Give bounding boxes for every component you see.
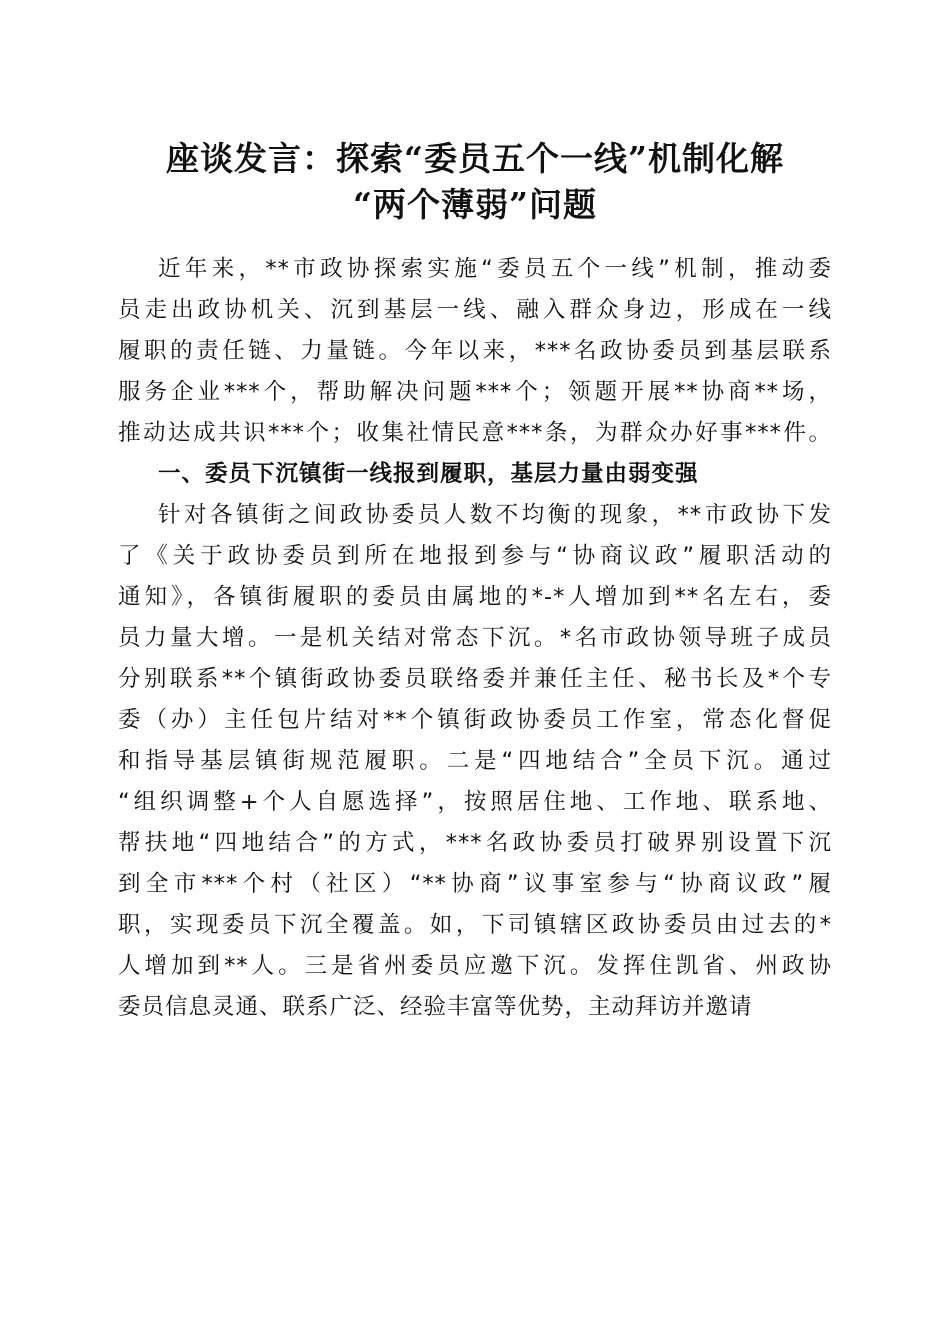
text-line: 针对各镇街之间政协委员人数不均衡的现象，**市政协下发 (158, 502, 832, 528)
text-line: 履职的责任链、力量链。今年以来，***名政协委员到基层联系 (118, 338, 832, 364)
text-line: 委（办）主任包片结对**个镇街政协委员工作室，常态化督促 (118, 707, 832, 733)
title-line-2: “两个薄弱”问题 (353, 185, 597, 224)
text-line: 帮扶地“四地结合”的方式，***名政协委员打破界别设置下沉 (118, 830, 832, 856)
text-line: 推动达成共识***个；收集社情民意***条，为群众办好事***件。 (118, 420, 832, 446)
intro-paragraph (118, 249, 832, 454)
text-line: 了《关于政协委员到所在地报到参与“协商议政”履职活动的 (118, 543, 832, 569)
section-heading: 一、委员下沉镇街一线报到履职，基层力量由弱变强 (158, 461, 699, 487)
text-line: 人增加到**人。三是省州委员应邀下沉。发挥住凯省、州政协 (118, 953, 832, 979)
text-line: 到全市***个村（社区）“**协商”议事室参与“协商议政”履 (118, 871, 832, 897)
text-line: 服务企业***个，帮助解决问题***个；领题开展**协商**场， (118, 379, 832, 405)
text-line: 员力量大增。一是机关结对常态下沉。*名市政协领导班子成员 (118, 625, 832, 651)
document-body (118, 249, 832, 1028)
text-line: 和指导基层镇街规范履职。二是“四地结合”全员下沉。通过 (118, 748, 832, 774)
text-line: 通知》，各镇街履职的委员由属地的*-*人增加到**名左右，委 (118, 584, 832, 610)
title-line-1: 座谈发言：探索“委员五个一线”机制化解 (166, 139, 784, 178)
text-line: 员走出政协机关、沉到基层一线、融入群众身边，形成在一线 (118, 297, 832, 323)
text-line: 委员信息灵通、联系广泛、经验丰富等优势，主动拜访并邀请 (118, 994, 753, 1020)
text-line: 近年来，**市政协探索实施“委员五个一线”机制，推动委 (158, 256, 832, 282)
text-line: 分别联系**个镇街政协委员联络委并兼任主任、秘书长及*个专 (118, 666, 832, 692)
text-line: 职，实现委员下沉全覆盖。如，下司镇辖区政协委员由过去的* (118, 912, 832, 938)
text-line: “组织调整+个人自愿选择”，按照居住地、工作地、联系地、 (118, 789, 832, 815)
section-paragraph (118, 495, 832, 1028)
document-title (100, 136, 850, 228)
